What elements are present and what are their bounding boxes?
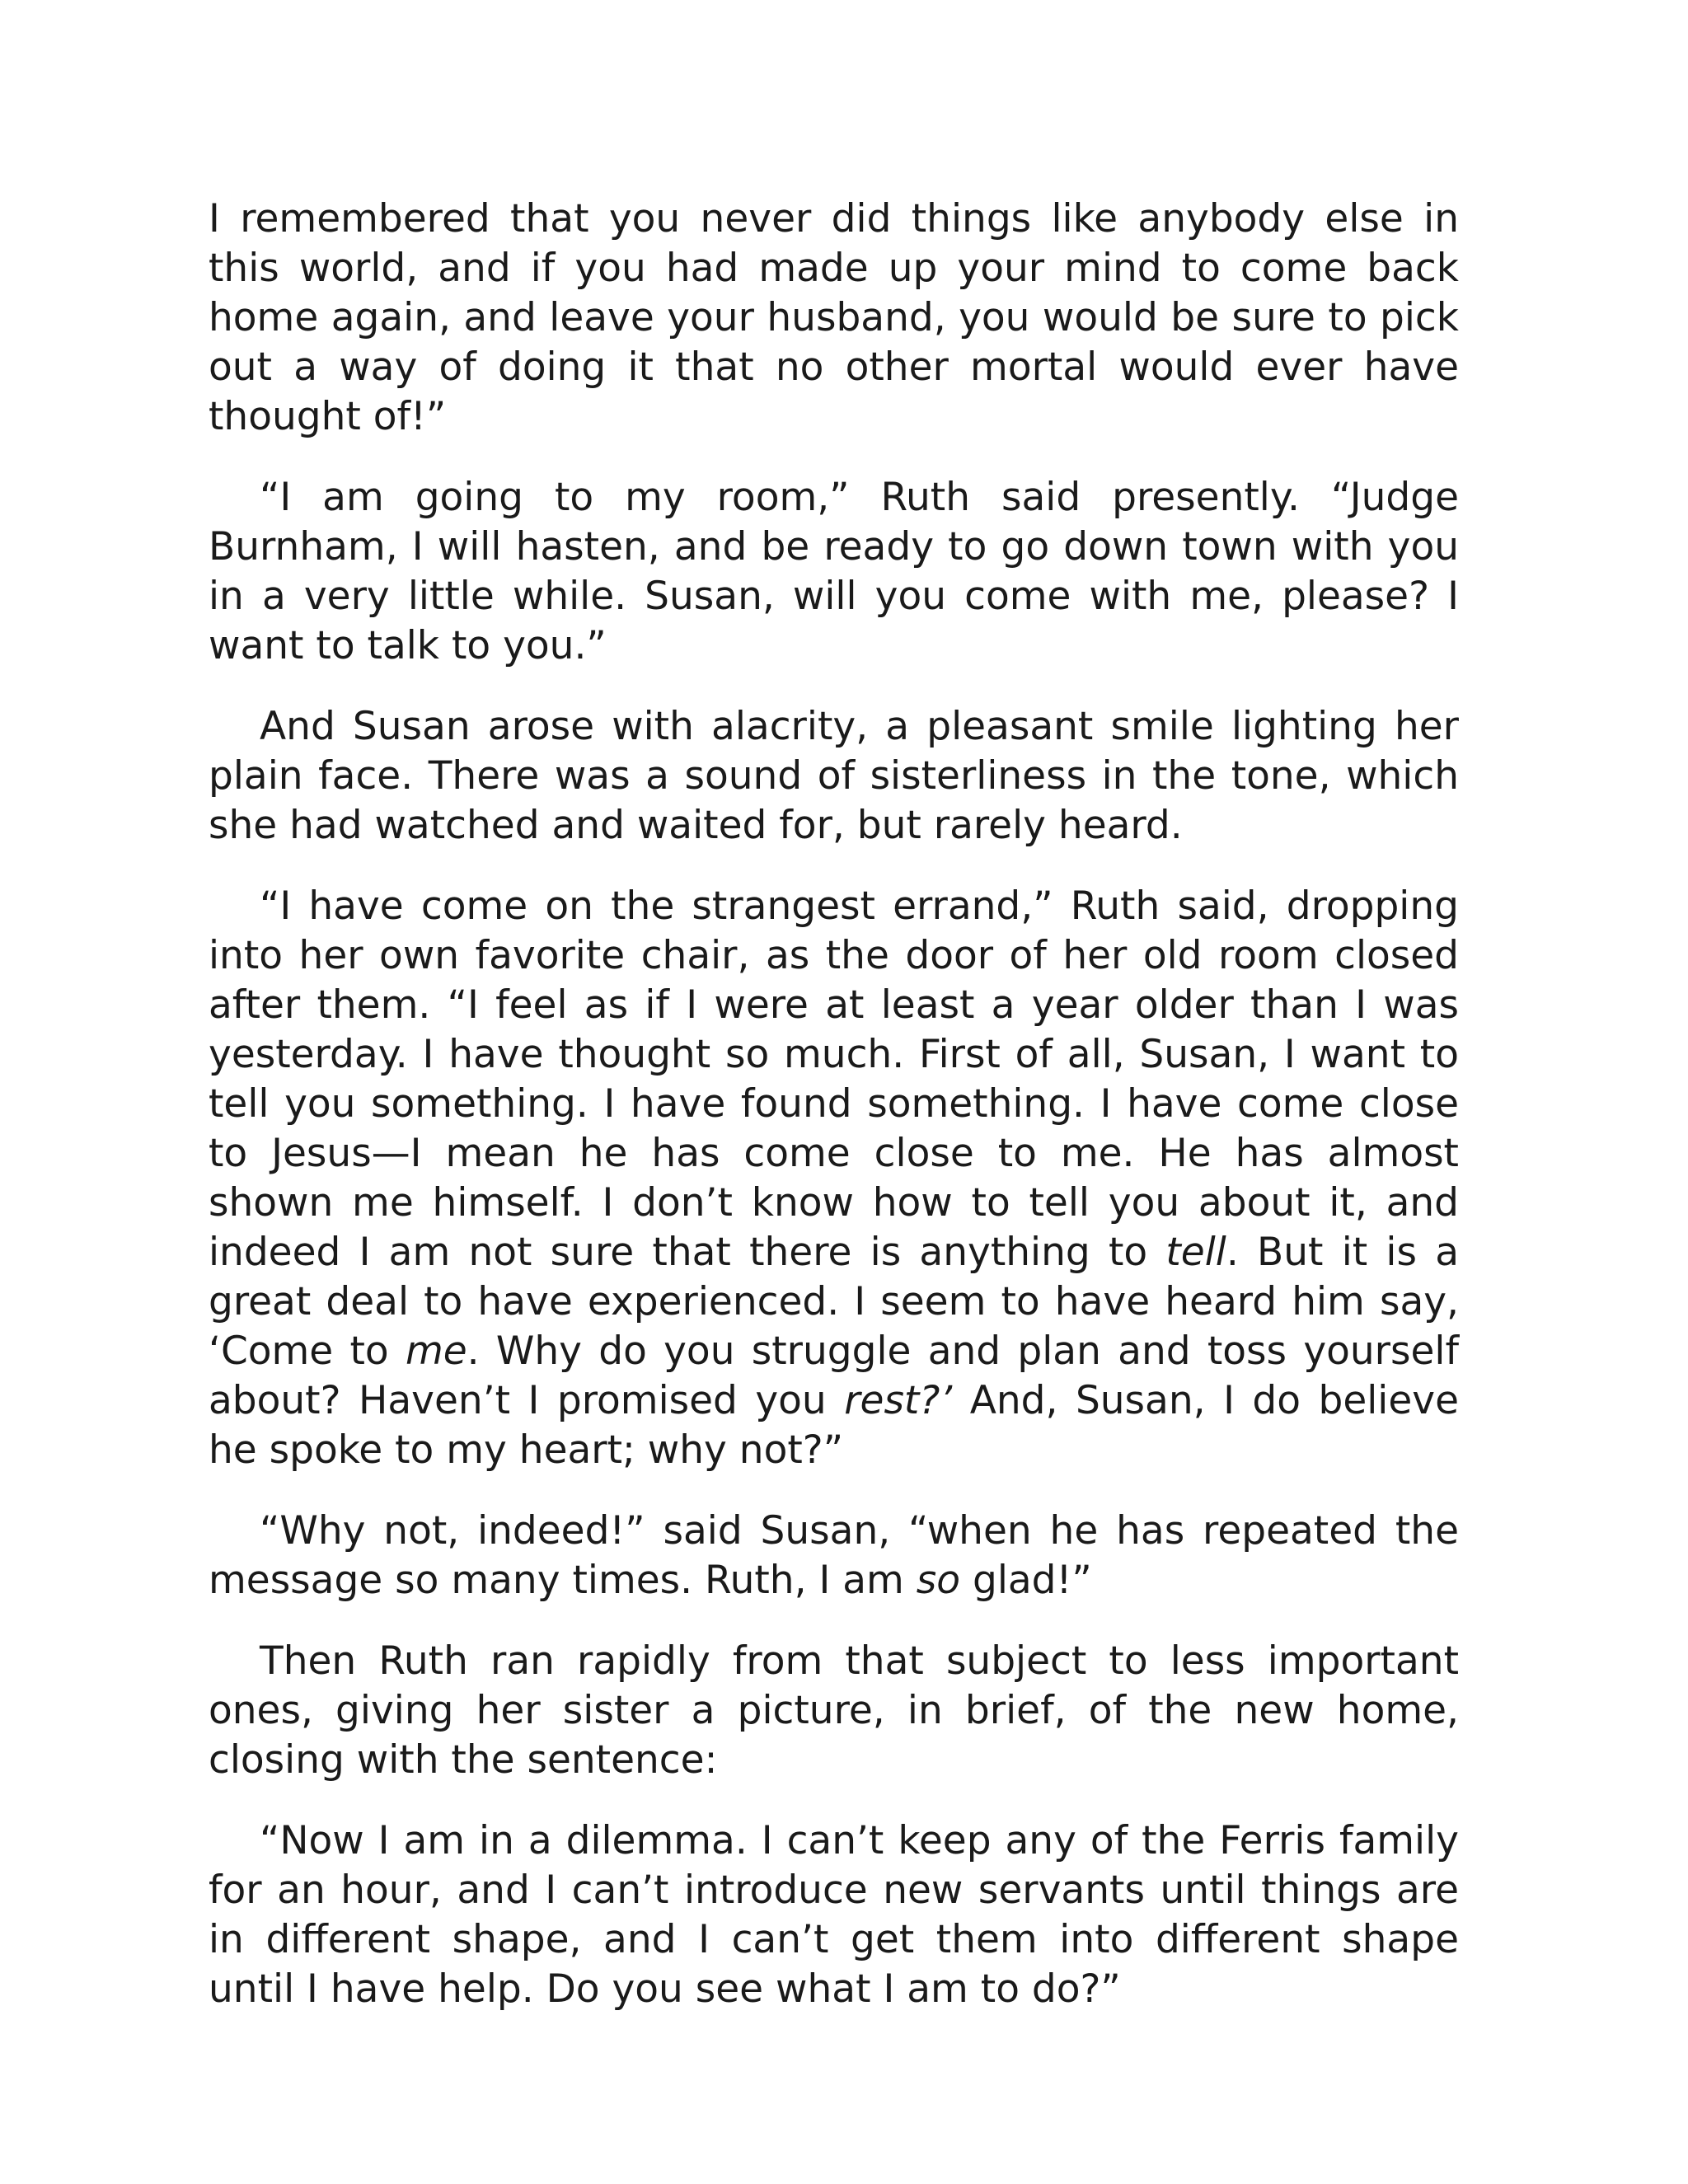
- paragraph-2: [209, 473, 1459, 671]
- paragraph-7: [209, 1816, 1459, 2014]
- text-run: And, Susan, I do believe he spoke to my heart; why not?”: [209, 1378, 1459, 1473]
- text-run: . But it is a great deal to have experienced. I seem to have heard him say, ‘Come to: [209, 1230, 1459, 1374]
- italic-run: so: [916, 1558, 961, 1603]
- text-run: “I have come on the strangest errand,” Ruth said, dropping into her own favorite chair, as the door of her old room closed after them. “I feel as if I were at least a year older than I was yesterday. I have thought so much. First of all, Susan, I want to tell you something. I have found something. I have come close to Jesus—I mean he has come close to me. He has almost shown me himself. I don’t know how to tell you about it, and indeed I am not sure that there is anything to: [209, 883, 1459, 1275]
- paragraph-3: [209, 702, 1459, 851]
- italic-run: me: [405, 1329, 467, 1374]
- text-run: “Why not, indeed!” said Susan, “when he has repeated the message so many times. Ruth, I am: [209, 1508, 1459, 1603]
- italic-run: rest?’: [844, 1378, 953, 1423]
- text-run: “Now I am in a dilemma. I can’t keep any of the Ferris family for an hour, and I can’t introduce new servants until things are in different shape, and I can’t get them into different shape until I have help. Do you see what I am to do?”: [209, 1818, 1459, 2012]
- text-run: And Susan arose with alacrity, a pleasant smile lighting her plain face. There was a sound of sisterliness in the tone, which she had watched and waited for, but rarely heard.: [209, 704, 1459, 848]
- paragraph-4: [209, 882, 1459, 1475]
- paragraph-1: [209, 194, 1459, 442]
- text-run: Then Ruth ran rapidly from that subject to less important ones, giving her sister a picture, in brief, of the new home, closing with the sentence:: [209, 1638, 1459, 1783]
- page-body: [209, 194, 1459, 2046]
- text-run: glad!”: [960, 1558, 1092, 1603]
- paragraph-6: [209, 1637, 1459, 1785]
- paragraph-5: [209, 1507, 1459, 1605]
- text-run: “I am going to my room,” Ruth said presently. “Judge Burnham, I will hasten, and be ready to go down town with you in a very little while. Susan, will you come with me, please? I want to talk to you.”: [209, 475, 1459, 668]
- italic-run: tell: [1165, 1230, 1226, 1275]
- text-run: I remembered that you never did things like anybody else in this world, and if you had made up your mind to come back home again, and leave your husband, you would be sure to pick out a way of doing it that no other mortal would ever have thought of!”: [209, 196, 1459, 439]
- text-run: . Why do you struggle and plan and toss yourself about? Haven’t I promised you: [209, 1329, 1460, 1423]
